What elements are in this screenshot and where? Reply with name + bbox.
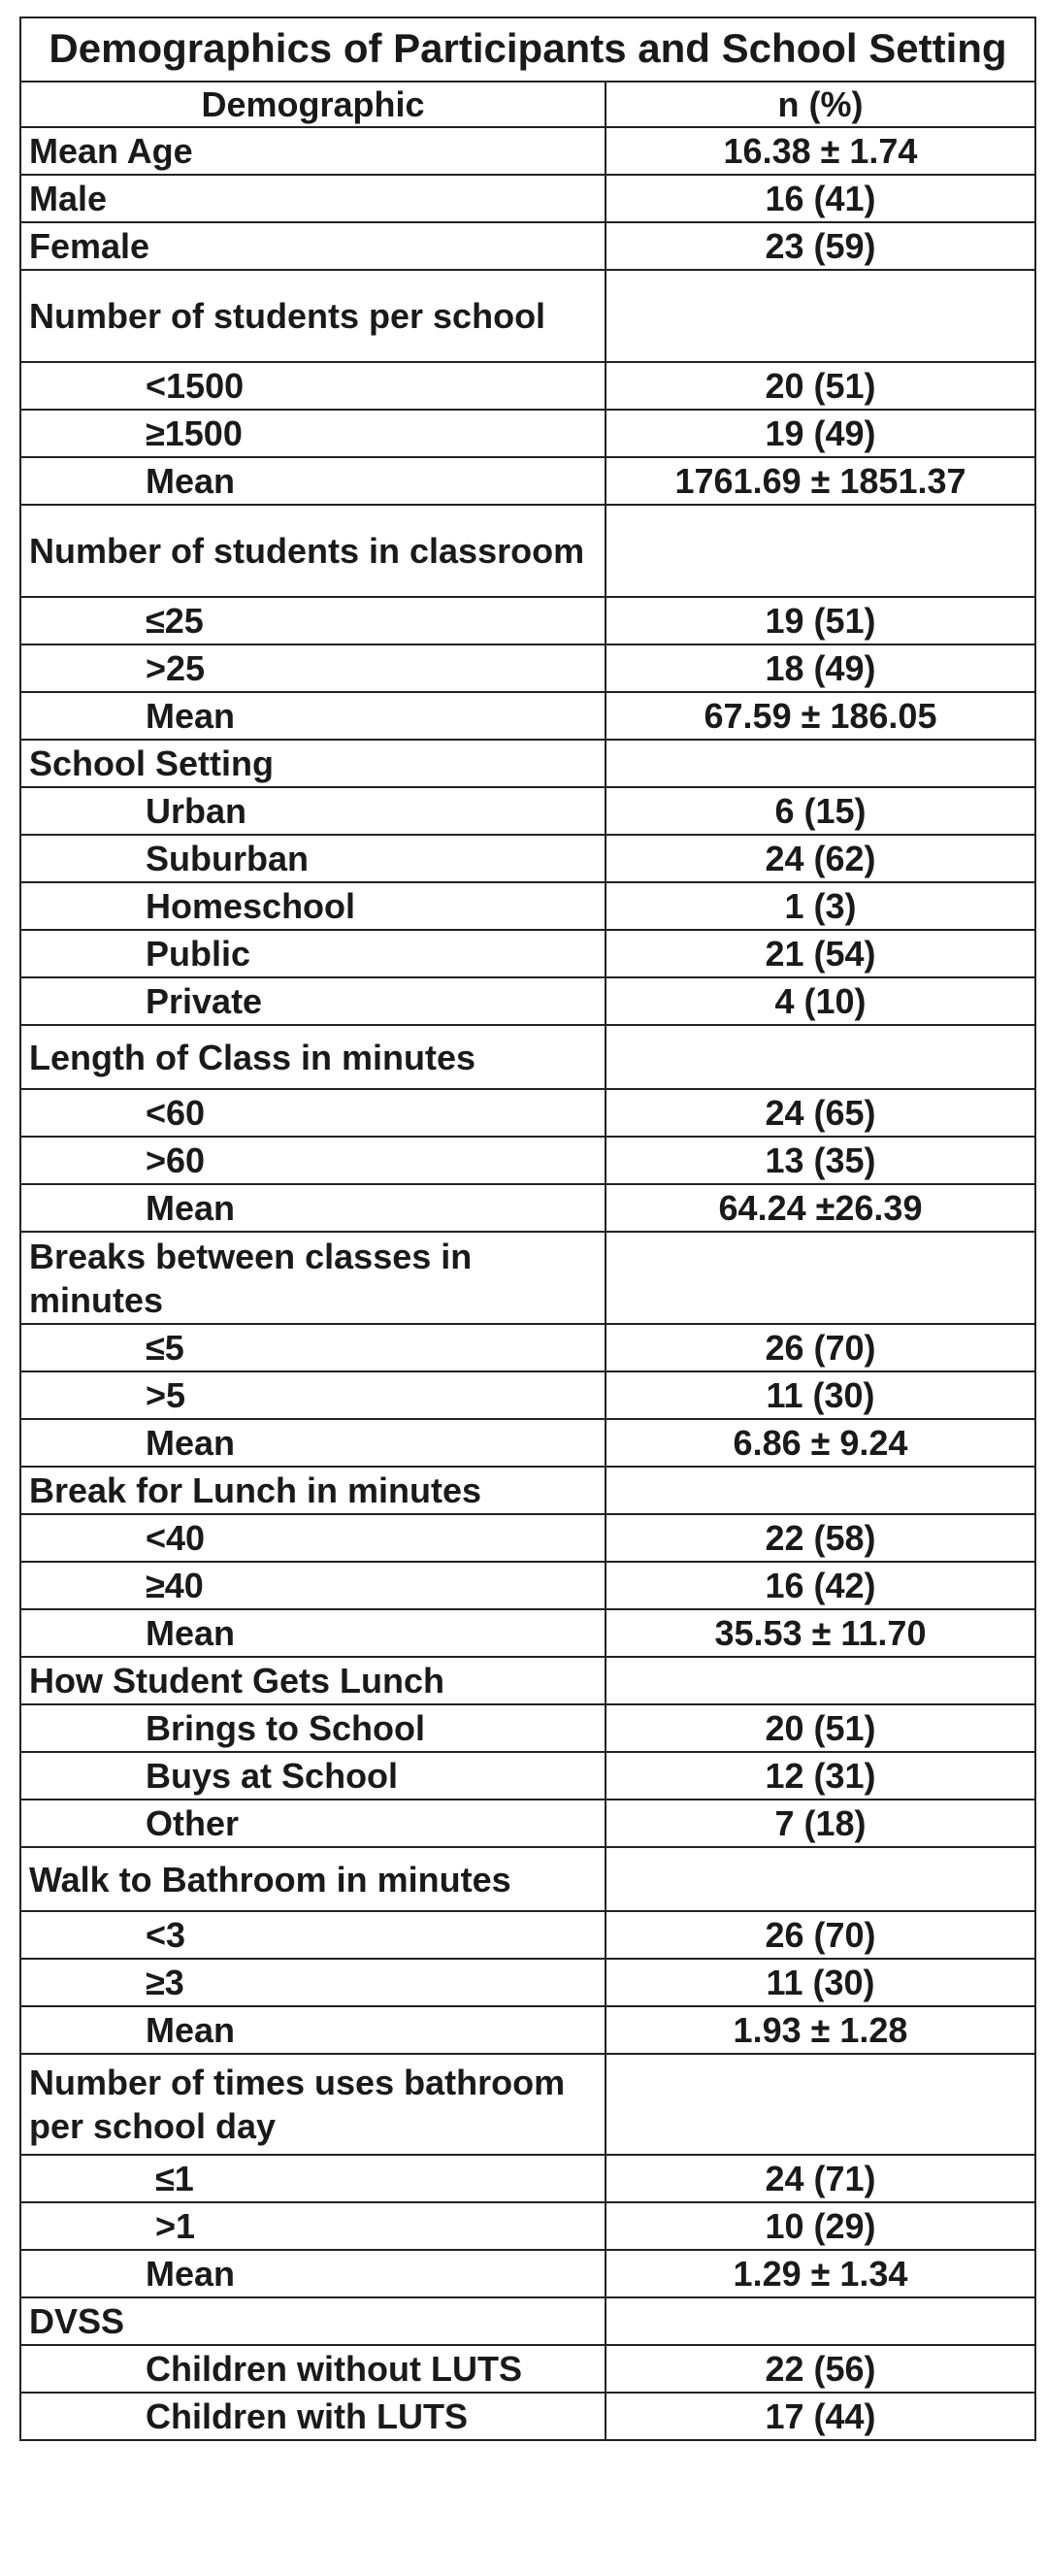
row-label: Mean [20, 2006, 606, 2054]
section-label: Number of students per school [20, 270, 606, 362]
row-value: 1761.69 ± 1851.37 [606, 457, 1035, 505]
section-label: How Student Gets Lunch [20, 1657, 606, 1704]
table-row [20, 1089, 1035, 1137]
table-row [20, 1562, 1035, 1609]
row-label: Mean [20, 1184, 606, 1232]
row-label: ≤25 [20, 597, 606, 644]
table-row [20, 2345, 1035, 2393]
row-value: 1 (3) [606, 882, 1035, 930]
row-value: 64.24 ±26.39 [606, 1184, 1035, 1232]
table-row [20, 1232, 1035, 1324]
row-value: 11 (30) [606, 1959, 1035, 2006]
table-row [20, 1959, 1035, 2006]
row-value: 12 (31) [606, 1752, 1035, 1800]
row-value: 22 (58) [606, 1514, 1035, 1562]
table-row [20, 930, 1035, 977]
row-label: ≥1500 [20, 410, 606, 457]
row-label: ≥40 [20, 1562, 606, 1609]
row-value [606, 1467, 1035, 1514]
row-value [606, 505, 1035, 597]
row-value: 17 (44) [606, 2393, 1035, 2440]
row-value: 1.93 ± 1.28 [606, 2006, 1035, 2054]
row-label: Mean [20, 1419, 606, 1467]
row-value: 6 (15) [606, 787, 1035, 835]
row-value [606, 1657, 1035, 1704]
row-label: Homeschool [20, 882, 606, 930]
row-value [606, 1847, 1035, 1911]
table-row [20, 882, 1035, 930]
table-row [20, 410, 1035, 457]
table-row [20, 740, 1035, 787]
table-row [20, 1800, 1035, 1847]
row-value: 21 (54) [606, 930, 1035, 977]
table-row [20, 505, 1035, 597]
section-label: Number of students in classroom [20, 505, 606, 597]
table-row [20, 270, 1035, 362]
row-value: 20 (51) [606, 362, 1035, 410]
demographics-table-container [19, 17, 1034, 2441]
table-row [20, 2155, 1035, 2202]
row-label: Buys at School [20, 1752, 606, 1800]
row-label: <40 [20, 1514, 606, 1562]
row-label: Children without LUTS [20, 2345, 606, 2393]
row-value [606, 1025, 1035, 1089]
table-row [20, 175, 1035, 222]
table-row [20, 1911, 1035, 1959]
row-label: <60 [20, 1089, 606, 1137]
row-label: <1500 [20, 362, 606, 410]
table-row [20, 597, 1035, 644]
section-label: Breaks between classes in minutes [20, 1232, 606, 1324]
row-label: Other [20, 1800, 606, 1847]
row-value: 20 (51) [606, 1704, 1035, 1752]
row-label: ≤1 [20, 2155, 606, 2202]
table-row [20, 1467, 1035, 1514]
row-label: Mean [20, 1609, 606, 1657]
table-row [20, 977, 1035, 1025]
row-value [606, 1232, 1035, 1324]
row-value: 19 (51) [606, 597, 1035, 644]
row-value: 13 (35) [606, 1137, 1035, 1184]
row-value: 35.53 ± 11.70 [606, 1609, 1035, 1657]
row-label: Male [20, 175, 606, 222]
row-label: Mean Age [20, 127, 606, 175]
title-row [20, 17, 1035, 82]
section-label: DVSS [20, 2297, 606, 2345]
table-row [20, 1137, 1035, 1184]
row-value: 22 (56) [606, 2345, 1035, 2393]
table-row [20, 2250, 1035, 2297]
section-label: Number of times uses bathroom per school day [20, 2054, 606, 2155]
table-row [20, 1025, 1035, 1089]
table-row [20, 2202, 1035, 2250]
row-value: 4 (10) [606, 977, 1035, 1025]
row-label: >60 [20, 1137, 606, 1184]
row-value: 7 (18) [606, 1800, 1035, 1847]
section-label: Length of Class in minutes [20, 1025, 606, 1089]
table-row [20, 1704, 1035, 1752]
section-label: Break for Lunch in minutes [20, 1467, 606, 1514]
section-label: Walk to Bathroom in minutes [20, 1847, 606, 1911]
table-row [20, 362, 1035, 410]
row-value: 26 (70) [606, 1911, 1035, 1959]
row-value: 26 (70) [606, 1324, 1035, 1371]
table-row [20, 1752, 1035, 1800]
row-value: 24 (71) [606, 2155, 1035, 2202]
row-label: Mean [20, 2250, 606, 2297]
table-row [20, 1514, 1035, 1562]
table-row [20, 222, 1035, 270]
table-row [20, 787, 1035, 835]
row-value: 23 (59) [606, 222, 1035, 270]
table-row [20, 2297, 1035, 2345]
row-value: 16 (42) [606, 1562, 1035, 1609]
row-value [606, 2297, 1035, 2345]
row-value: 1.29 ± 1.34 [606, 2250, 1035, 2297]
table-row [20, 1609, 1035, 1657]
table-row [20, 2006, 1035, 2054]
row-value: 24 (65) [606, 1089, 1035, 1137]
row-value: 24 (62) [606, 835, 1035, 882]
row-value: 16.38 ± 1.74 [606, 127, 1035, 175]
row-label: Female [20, 222, 606, 270]
row-label: Brings to School [20, 1704, 606, 1752]
table-row [20, 644, 1035, 692]
table-row [20, 1847, 1035, 1911]
demographics-table [19, 17, 1036, 2441]
row-label: <3 [20, 1911, 606, 1959]
table-row [20, 127, 1035, 175]
table-row [20, 692, 1035, 740]
row-label: Mean [20, 457, 606, 505]
row-value [606, 270, 1035, 362]
table-row [20, 1419, 1035, 1467]
row-label: Children with LUTS [20, 2393, 606, 2440]
row-value: 18 (49) [606, 644, 1035, 692]
header-row [20, 82, 1035, 127]
row-label: >1 [20, 2202, 606, 2250]
row-value: 16 (41) [606, 175, 1035, 222]
table-row [20, 1371, 1035, 1419]
row-label: Private [20, 977, 606, 1025]
row-value: 67.59 ± 186.05 [606, 692, 1035, 740]
row-label: Suburban [20, 835, 606, 882]
row-label: >5 [20, 1371, 606, 1419]
row-value: 11 (30) [606, 1371, 1035, 1419]
table-row [20, 2393, 1035, 2440]
row-value [606, 740, 1035, 787]
table-row [20, 1657, 1035, 1704]
row-label: Urban [20, 787, 606, 835]
table-row [20, 835, 1035, 882]
row-value: 6.86 ± 9.24 [606, 1419, 1035, 1467]
row-value: 10 (29) [606, 2202, 1035, 2250]
table-title: Demographics of Participants and School Setting [20, 17, 1035, 82]
table-row [20, 457, 1035, 505]
table-row [20, 1324, 1035, 1371]
col-header-n-percent: n (%) [606, 82, 1035, 127]
row-value [606, 2054, 1035, 2155]
row-label: ≥3 [20, 1959, 606, 2006]
section-label: School Setting [20, 740, 606, 787]
row-label: >25 [20, 644, 606, 692]
col-header-demographic: Demographic [20, 82, 606, 127]
row-label: ≤5 [20, 1324, 606, 1371]
row-label: Mean [20, 692, 606, 740]
row-label: Public [20, 930, 606, 977]
table-row [20, 1184, 1035, 1232]
table-row [20, 2054, 1035, 2155]
row-value: 19 (49) [606, 410, 1035, 457]
